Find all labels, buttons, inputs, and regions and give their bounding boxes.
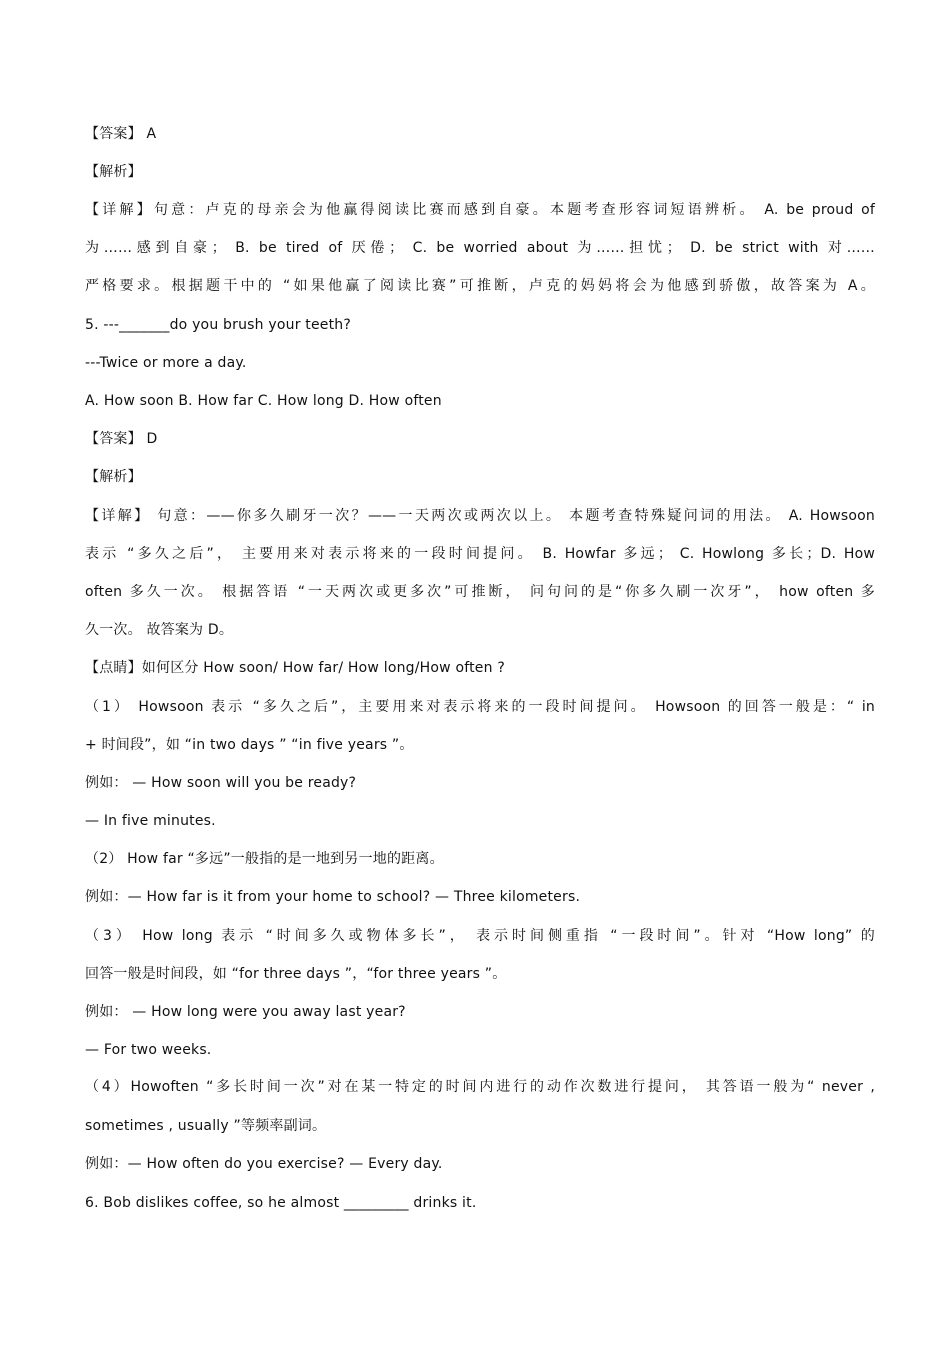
tip-point-3-line2: 回答一般是时间段，如 “for three days ”，“for three years ”。 (85, 966, 507, 982)
tip-point-4-line1: （4）Howoften “多长时间一次”对在某一特定的时间内进行的动作次数进行提问， 其答语一般为“ never , (85, 1079, 875, 1095)
answer-label-q4: 【答案】 A (85, 126, 157, 142)
tip-point-2: （2） How far “多远”一般指的是一地到另一地的距离。 (85, 851, 444, 867)
tip-point-1-line2: + 时间段”，如 “in two days ” “in five years ”。 (85, 737, 414, 753)
tip-point-3-example-a: — For two weeks. (85, 1042, 212, 1058)
detail-explanation-q5-line1: 【详解】 句意：——你多久刷牙一次？——一天两次或两次以上。 本题考查特殊疑问词的用法。 A. Howsoon (85, 508, 875, 524)
tip-point-4-example: 例如：— How often do you exercise? — Every day. (85, 1156, 443, 1172)
answer-label-q5: 【答案】 D (85, 431, 158, 447)
tip-point-3-example-q: 例如： — How long were you away last year? (85, 1004, 406, 1020)
tip-point-3-line1: （3） How long 表示 “时间多久或物体多长”， 表示时间侧重指 “一段时间”。针对 “How long” 的 (85, 928, 875, 944)
tip-point-2-example: 例如：— How far is it from your home to school? — Three kilometers. (85, 889, 581, 905)
analysis-label-q4: 【解析】 (85, 164, 142, 180)
tip-point-1-example-q: 例如： — How soon will you be ready? (85, 775, 357, 791)
tip-heading: 【点睛】如何区分 How soon/ How far/ How long/How often ? (85, 660, 505, 676)
question-5-reply: ---Twice or more a day. (85, 355, 247, 371)
detail-explanation-q4-line3: 严格要求。根据题干中的 “如果他赢了阅读比赛”可推断，卢克的妈妈将会为他感到骄傲，故答案为 A。 (85, 278, 875, 294)
detail-explanation-q5-line3: often 多久一次。 根据答语 “一天两次或更多次”可推断， 问句问的是“你多久刷一次牙”， how often 多 (85, 584, 875, 600)
tip-point-4-line2: sometimes , usually ”等频率副词。 (85, 1118, 327, 1134)
detail-explanation-q5-line2: 表示 “多久之后”， 主要用来对表示将来的一段时间提问。 B. Howfar 多远； C. Howlong 多长；D. How (85, 546, 875, 562)
detail-explanation-q4-line2: 为……感到自豪； B. be tired of 厌倦； C. be worried about 为……担忧； D. be strict with 对…… (85, 240, 875, 256)
question-5-stem: 5. ---_______do you brush your teeth? (85, 317, 352, 333)
question-5-options: A. How soon B. How far C. How long D. How often (85, 393, 442, 409)
detail-explanation-q5-line4: 久一次。 故答案为 D。 (85, 622, 234, 638)
question-6-stem: 6. Bob dislikes coffee, so he almost _________ drinks it. (85, 1195, 477, 1211)
analysis-label-q5: 【解析】 (85, 469, 142, 485)
tip-point-1-line1: （1） Howsoon 表示 “多久之后”，主要用来对表示将来的一段时间提问。 Howsoon 的回答一般是：“ in (85, 699, 875, 715)
detail-explanation-q4-line1: 【详解】句意：卢克的母亲会为他赢得阅读比赛而感到自豪。本题考查形容词短语辨析。 A. be proud of (85, 202, 875, 218)
tip-point-1-example-a: — In five minutes. (85, 813, 216, 829)
